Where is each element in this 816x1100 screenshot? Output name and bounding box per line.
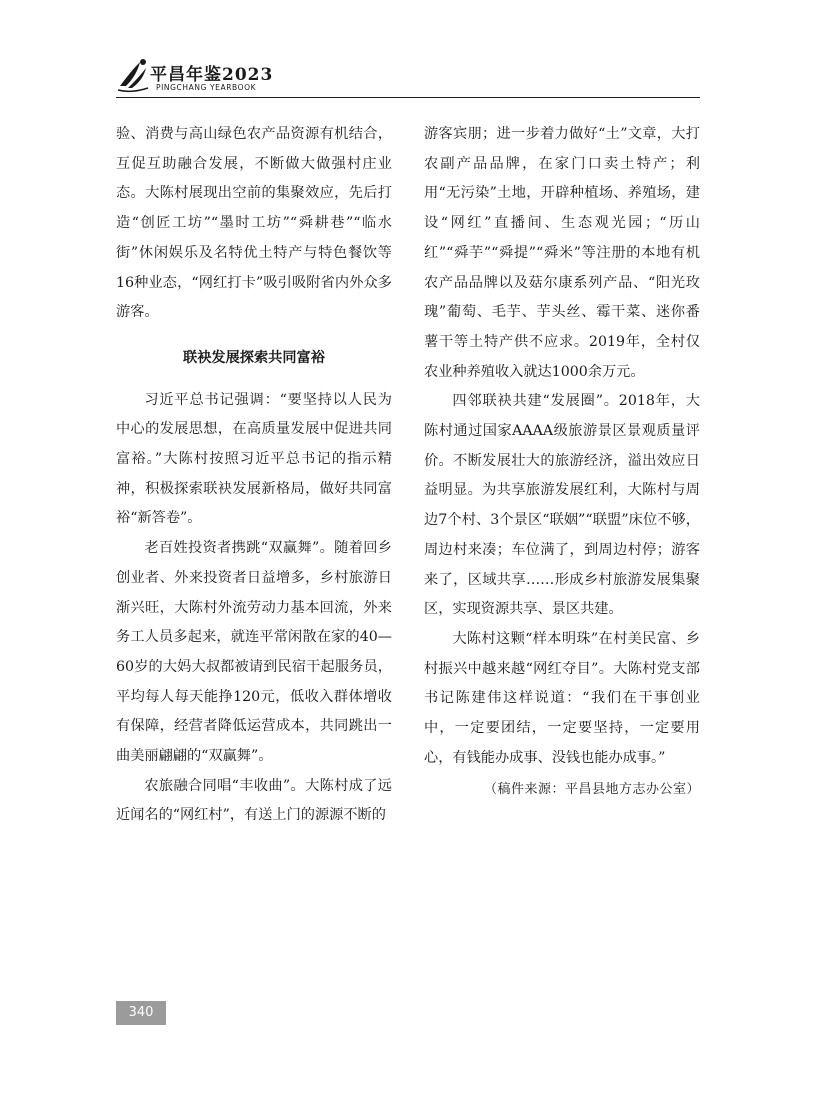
- right-column: [424, 120, 700, 805]
- yearbook-logo-icon: [116, 56, 150, 94]
- source-note: （稿件来源：平昌县地方志办公室）: [483, 782, 700, 798]
- page-number: 340: [116, 1001, 166, 1025]
- page-header: [116, 52, 700, 100]
- paragraph: 老百姓投资者携跳“双赢舞”。随着回乡创业者、外来投资者日益增多，乡村旅游日渐兴旺，大陈村外流劳动力基本回流，外来务工人员多起来，就连平常闲散在家的40—60岁的大妈大叔都被请到民宿干起服务员，平均每人每天能挣120元，低收入群体增收有保障，经营者降低运营成本，共同跳出一曲美丽翩翩的“双赢舞”。: [116, 540, 392, 765]
- paragraph: 游客宾朋；进一步着力做好“土”文章，大打农副产品品牌，在家门口卖土特产；利用“无污染”土地，开辟种植场、养殖场，建设“网红”直播间、生态观光园；“历山红”“舜芋”“舜提”“舜米”等注册的本地有机农产品品牌以及菇尔康系列产品、“阳光玫瑰”葡萄、毛芋、芋头丝、霉干菜、迷你番薯干等土特产供不应求。2019年，全村仅农业种养殖收入就达1000余万元。: [424, 126, 700, 380]
- paragraph: 四邻联袂共建“发展圈”。2018年，大陈村通过国家AAAA级旅游景区景观质量评价。不断发展壮大的旅游经济，溢出效应日益明显。为共享旅游发展红利，大陈村与周边7个村、3个景区“联姻”“联盟”床位不够，周边村来凑；车位满了，到周边村停；游客来了，区域共享……形成乡村旅游发展集聚区，实现资源共享、景区共建。: [424, 393, 700, 618]
- paragraph: 习近平总书记强调：“要坚持以人民为中心的发展思想，在高质量发展中促进共同富裕。”大陈村按照习近平总书记的指示精神，积极探索联袂发展新格局，做好共同富裕“新答卷”。: [116, 391, 392, 527]
- section-heading: 联袂发展探索共同富裕: [183, 349, 325, 366]
- paragraph: 验、消费与高山绿色农产品资源有机结合，互促互助融合发展，不断做大做强村庄业态。大陈村展现出空前的集聚效应，先后打造“创匠工坊”“墨时工坊”“舜耕巷”“临水街”休闲娱乐及名特优土特产与特色餐饮等16种业态，“网红打卡”吸引吸附省内外众多游客。: [116, 126, 392, 321]
- left-column: [116, 120, 392, 831]
- paragraph: 农旅融合同唱“丰收曲”。大陈村成了远近闻名的“网红村”，有送上门的源源不断的: [116, 777, 392, 824]
- header-divider: [116, 97, 700, 98]
- paragraph: 大陈村这颗“样本明珠”在村美民富、乡村振兴中越来越“网红夺目”。大陈村党支部书记陈建伟这样说道：“我们在干事创业中，一定要团结，一定要坚持，一定要用心，有钱能办成事、没钱也能办成事。”: [424, 630, 700, 766]
- yearbook-title: 平昌年鉴2023: [150, 65, 274, 85]
- yearbook-subtitle: PINGCHANG YEARBOOK: [156, 83, 257, 92]
